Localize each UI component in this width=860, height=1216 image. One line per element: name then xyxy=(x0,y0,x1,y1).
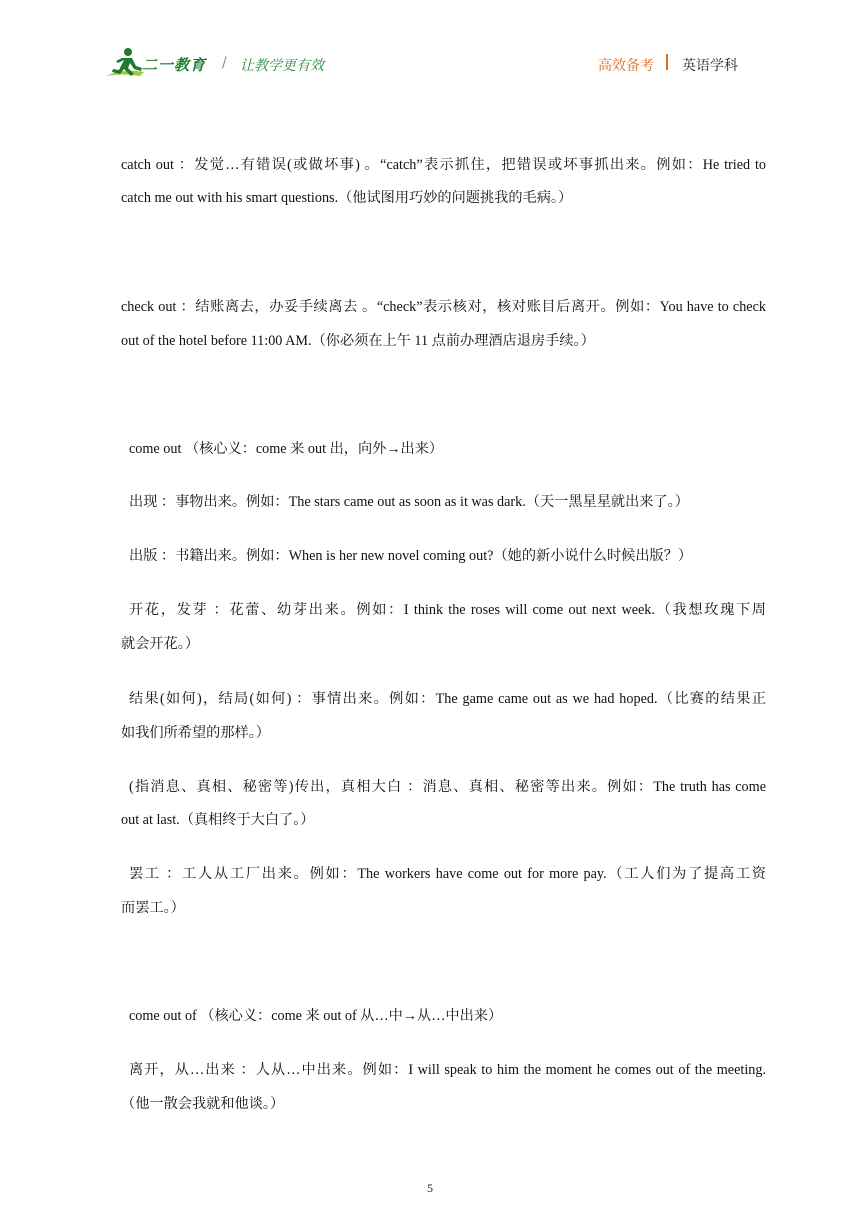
page-header xyxy=(0,0,860,100)
text-line: catch me out with his smart questions.（他试图用巧妙的问题挑我的毛病。） xyxy=(121,190,573,206)
text-line: 如我们所希望的那样。） xyxy=(121,725,270,741)
header-slogan: 让教学更有效 xyxy=(240,58,324,74)
text-line: 就会开花。） xyxy=(121,636,200,652)
header-tag-separator xyxy=(666,54,668,70)
text-line: check out ：结账离去，办妥手续离去 。“check”表示核对，核对账目后离开。例如：You have to check xyxy=(121,299,766,315)
text-line: (指消息、真相、秘密等)传出，真相大白 ：消息、真相、秘密等出来。例如：The truth has come xyxy=(129,779,766,795)
text-line: （他一散会我就和他谈。） xyxy=(121,1096,285,1112)
text-line: out of the hotel before 11:00 AM.（你必须在上午 11 点前办理酒店退房手续。） xyxy=(121,333,595,349)
text-line: out at last.（真相终于大白了。） xyxy=(121,812,315,828)
text-line: 开花，发芽 ：花蕾、幼芽出来。例如：I think the roses will come out next week.（我想玫瑰下周 xyxy=(129,602,766,618)
page-number: 5 xyxy=(427,1181,433,1195)
header-tag-exam: 高效备考 xyxy=(598,58,654,74)
header-divider-slash: / xyxy=(222,55,227,71)
header-tag-subject: 英语学科 xyxy=(682,58,738,74)
text-line: 而罢工。） xyxy=(121,900,185,916)
section-heading-come-out: come out （核心义：come 来 out 出，向外→出来） xyxy=(129,441,444,457)
text-line: 出版 ：书籍出来。例如：When is her new novel coming out?（她的新小说什么时候出版？） xyxy=(129,548,693,564)
text-line: 结果(如何)，结局(如何) ：事情出来。例如：The game came out as we had hoped.（比赛的结果正 xyxy=(129,691,766,707)
text-line: 罢工 ：工人从工厂出来。例如：The workers have come out for more pay.（工人们为了提高工资 xyxy=(129,866,766,882)
logo-text: 二一教育 xyxy=(142,56,207,74)
text-line: 离开，从…出来 ：人从…中出来。例如：I will speak to him the moment he comes out of the meeting. xyxy=(129,1062,766,1078)
text-line: catch out ：发觉…有错误(或做坏事) 。“catch”表示抓住，把错误或坏事抓出来。例如：He tried to xyxy=(121,157,766,173)
section-heading-come-out-of: come out of （核心义：come 来 out of 从…中→从…中出来） xyxy=(129,1008,503,1024)
text-line: 出现 ：事物出来。例如：The stars came out as soon as it was dark.（天一黑星星就出来了。） xyxy=(129,494,689,510)
